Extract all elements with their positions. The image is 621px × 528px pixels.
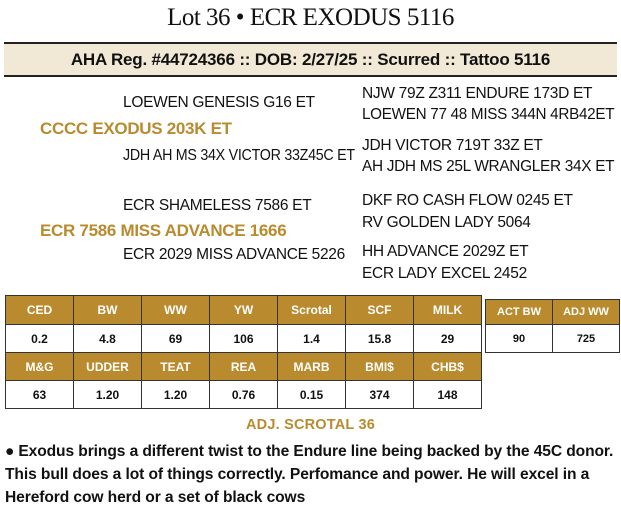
epd-header: CED [6, 296, 74, 325]
epd-value: 106 [210, 325, 278, 353]
epd-value: 0.76 [210, 381, 278, 409]
epd-value: 69 [142, 325, 210, 353]
epd-table [5, 295, 482, 409]
dam-dam-dam: ECR LADY EXCEL 2452 [362, 265, 527, 282]
epd-header: WW [142, 296, 210, 325]
epd-value: 374 [346, 381, 414, 409]
epd-header: BMI$ [346, 353, 414, 381]
dam-dam-sire: HH ADVANCE 2029Z ET [362, 243, 529, 260]
comment-text: Exodus brings a different twist to the Endure line being backed by the 45C donor. This bull does a lot of things correctly. Perfomance and power. He will excel in a Hereford cow herd or a set of black cows [5, 443, 614, 506]
sire-sire-dam: LOEWEN 77 48 MISS 344N 4RB42ET [362, 106, 615, 123]
dam: ECR 7586 MISS ADVANCE 1666 [40, 221, 287, 240]
sire-dam: JDH AH MS 34X VICTOR 33Z45C ET [123, 147, 355, 164]
lot-title: Lot 36 • ECR EXODUS 5116 [167, 4, 454, 31]
epd-value: 148 [414, 381, 482, 409]
dam-dam: ECR 2029 MISS ADVANCE 5226 [123, 246, 345, 263]
actual-value: 90 [486, 325, 553, 353]
actual-value: 725 [553, 325, 620, 353]
epd-header: UDDER [74, 353, 142, 381]
epd-value: 0.2 [6, 325, 74, 353]
epd-value: 29 [414, 325, 482, 353]
epd-header: Scrotal [278, 296, 346, 325]
actual-weights-table [485, 299, 620, 353]
epd-value: 1.20 [74, 381, 142, 409]
dam-sire-dam: RV GOLDEN LADY 5064 [362, 214, 531, 231]
adj-scrotal: ADJ. SCROTAL 36 [246, 417, 375, 433]
sire-sire-sire: NJW 79Z Z311 ENDURE 173D ET [362, 85, 593, 102]
epd-header: MILK [414, 296, 482, 325]
dam-sire: ECR SHAMELESS 7586 ET [123, 197, 312, 214]
epd-header: REA [210, 353, 278, 381]
epd-header: BW [74, 296, 142, 325]
epd-header: CHB$ [414, 353, 482, 381]
registration-bar [4, 42, 617, 77]
epd-header: TEAT [142, 353, 210, 381]
epd-header: M&G [6, 353, 74, 381]
epd-header: YW [210, 296, 278, 325]
epd-header: MARB [278, 353, 346, 381]
registration-line: AHA Reg. #44724366 :: DOB: 2/27/25 :: Scurred :: Tattoo 5116 [70, 49, 551, 69]
sire-sire: LOEWEN GENESIS G16 ET [123, 94, 315, 111]
actual-header: ACT BW [486, 300, 553, 325]
epd-value: 1.20 [142, 381, 210, 409]
actual-header: ADJ WW [553, 300, 620, 325]
dam-sire-sire: DKF RO CASH FLOW 0245 ET [362, 192, 573, 209]
sire-dam-sire: JDH VICTOR 719T 33Z ET [362, 137, 543, 154]
sire: CCCC EXODUS 203K ET [40, 119, 232, 138]
epd-value: 4.8 [74, 325, 142, 353]
bullet-icon: ● [5, 443, 15, 460]
comment-block [5, 440, 617, 509]
epd-value: 1.4 [278, 325, 346, 353]
epd-value: 0.15 [278, 381, 346, 409]
epd-value: 63 [6, 381, 74, 409]
epd-header: SCF [346, 296, 414, 325]
sire-dam-dam: AH JDH MS 25L WRANGLER 34X ET [362, 158, 615, 175]
epd-value: 15.8 [346, 325, 414, 353]
